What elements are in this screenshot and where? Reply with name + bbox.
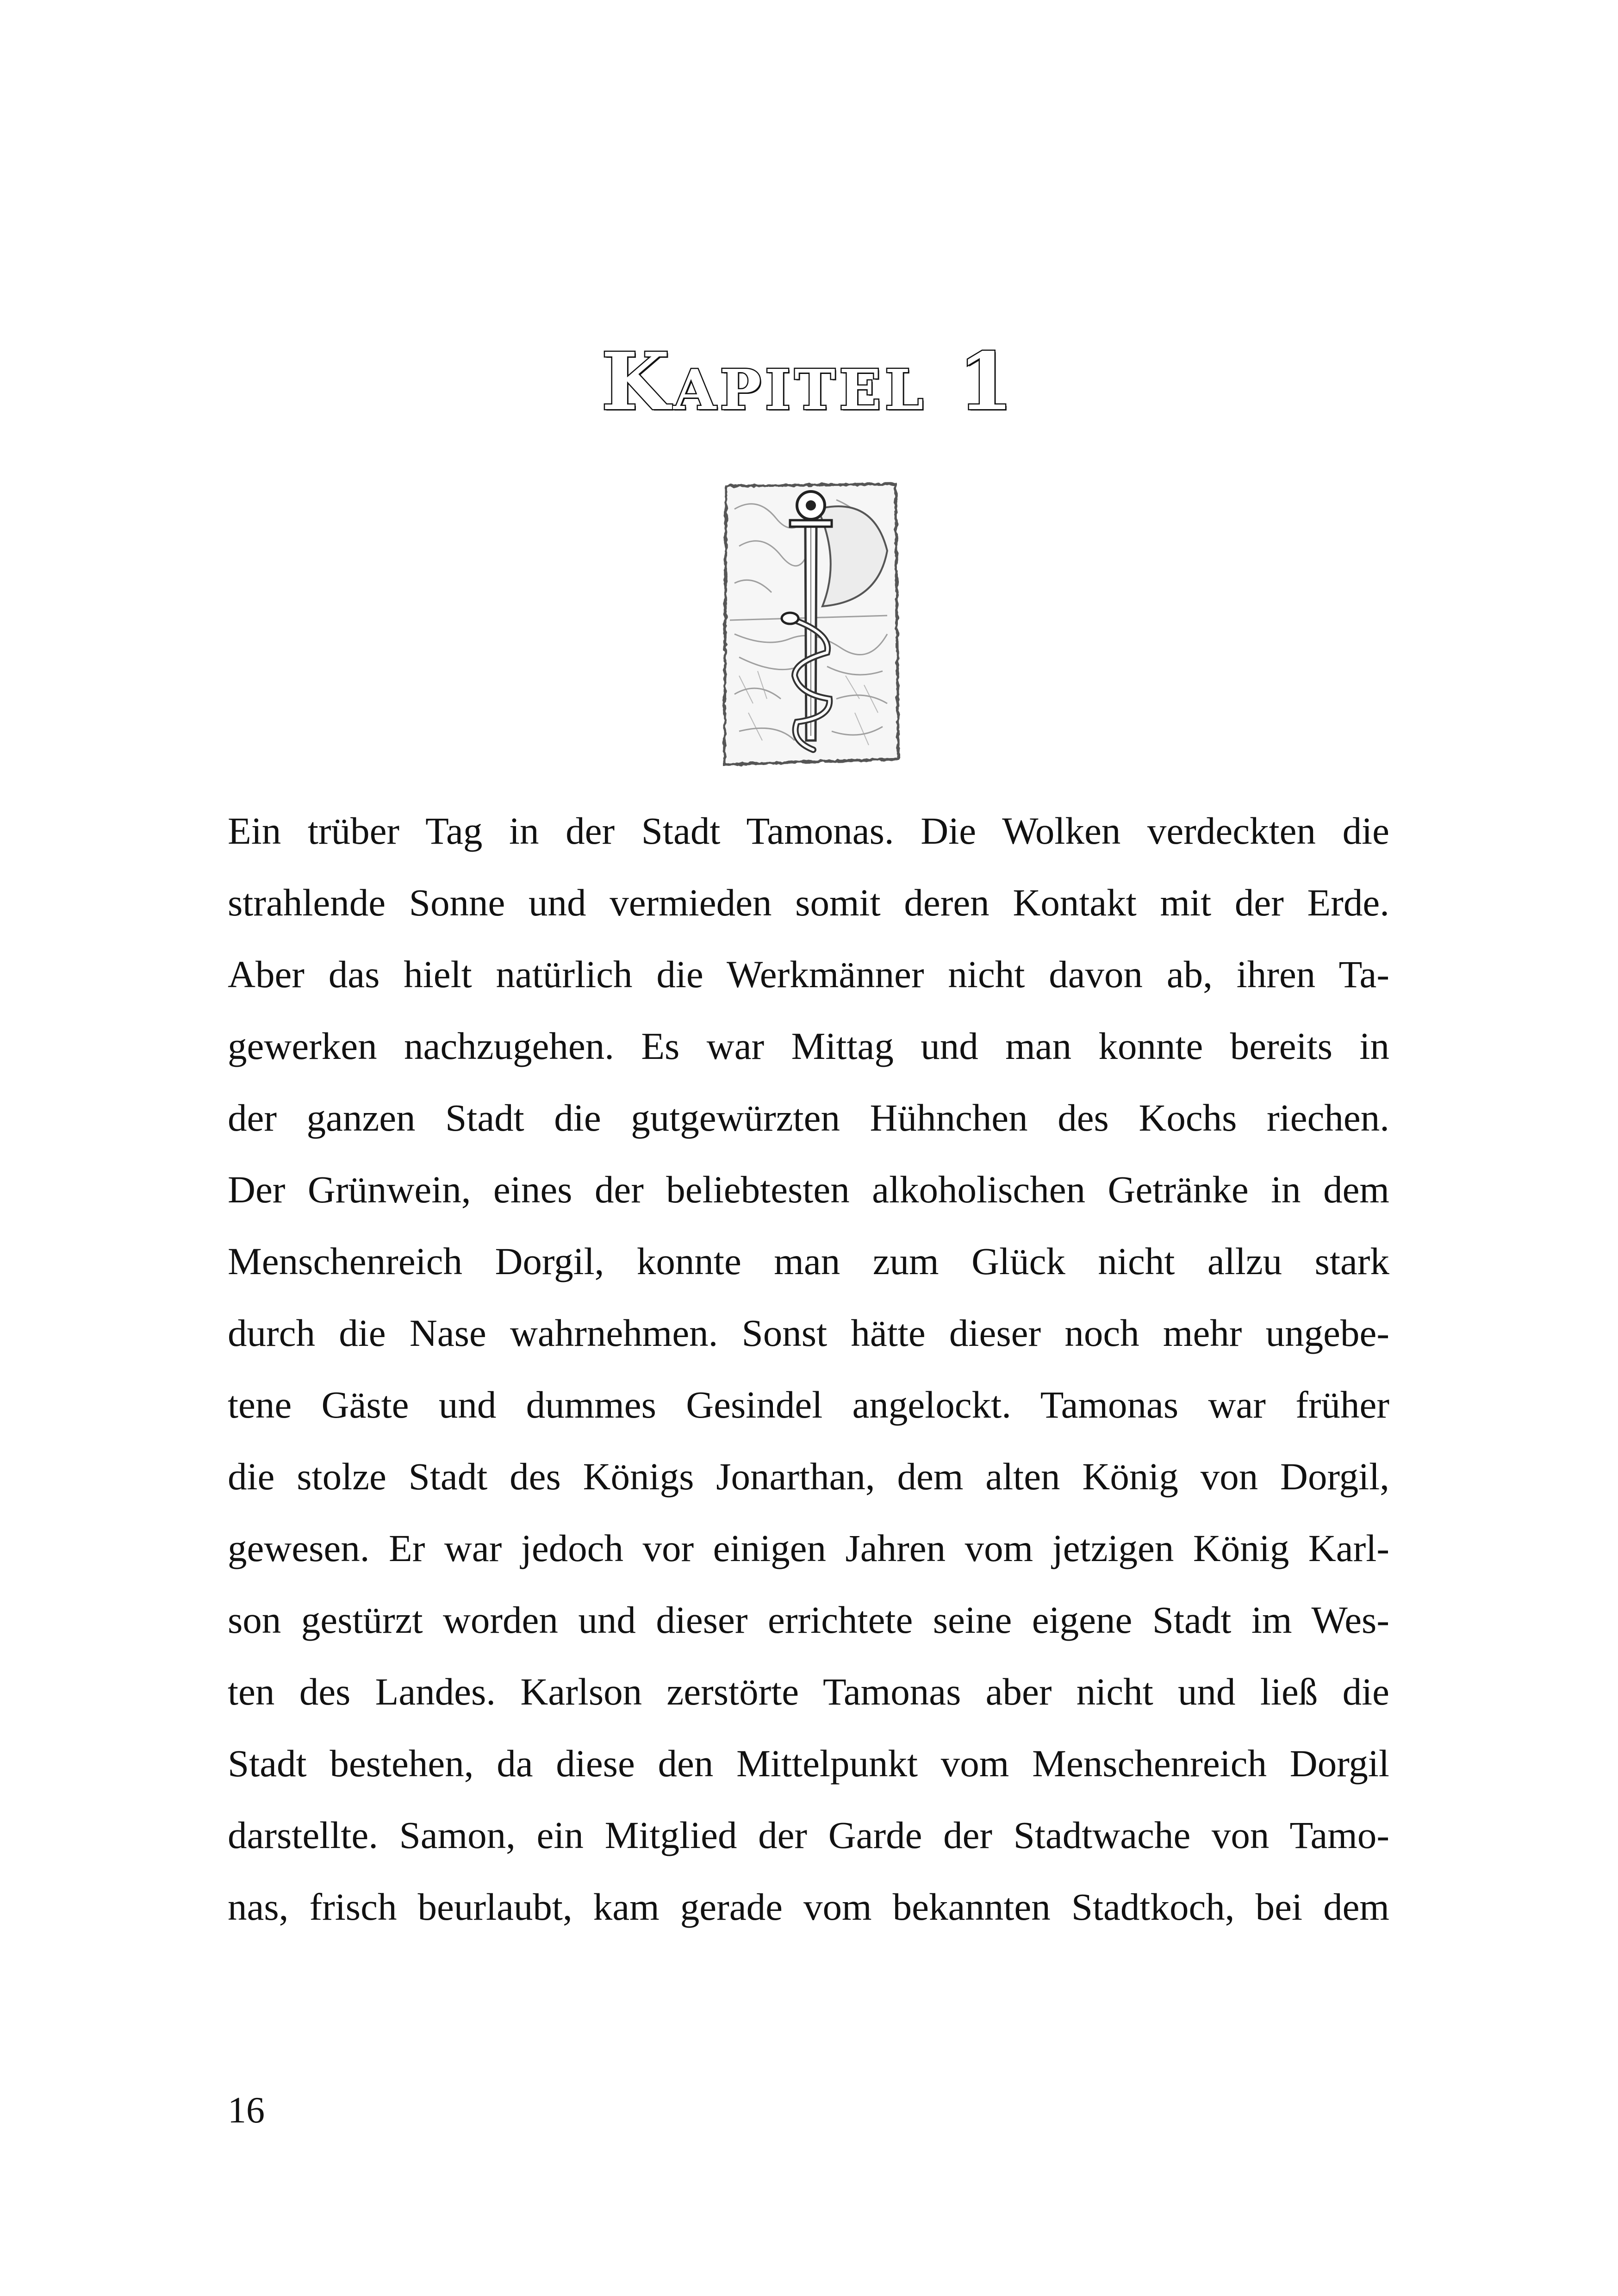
chapter-title: Kapitel 1 bbox=[601, 336, 1017, 428]
text-line: der ganzen Stadt die gutgewürzten Hühnchen des Kochs riechen. bbox=[228, 1096, 1389, 1139]
chapter-body-text bbox=[228, 795, 1389, 1943]
text-line: ten des Landes. Karlson zerstörte Tamonas aber nicht und ließ die bbox=[228, 1670, 1389, 1713]
text-line: Aber das hielt natürlich die Werkmänner nicht davon ab, ihren Ta- bbox=[228, 953, 1389, 996]
text-line: Ein trüber Tag in der Stadt Tamonas. Die Wolken verdeckten die bbox=[228, 809, 1389, 852]
sword-serpent-emblem-icon bbox=[721, 481, 901, 768]
page-number: 16 bbox=[228, 2090, 265, 2131]
text-line: Der Grünwein, eines der beliebtesten alkoholischen Getränke in dem bbox=[228, 1168, 1389, 1211]
text-line: son gestürzt worden und dieser errichtete seine eigene Stadt im Wes- bbox=[228, 1599, 1389, 1641]
text-line: tene Gäste und dummes Gesindel angelockt. Tamonas war früher bbox=[228, 1383, 1389, 1426]
text-line: nas, frisch beurlaubt, kam gerade vom bekannten Stadtkoch, bei dem bbox=[228, 1885, 1389, 1928]
text-line: durch die Nase wahrnehmen. Sonst hätte dieser noch mehr ungebe- bbox=[228, 1312, 1389, 1354]
text-line: die stolze Stadt des Königs Jonarthan, dem alten König von Dorgil, bbox=[228, 1455, 1389, 1498]
text-line: gewesen. Er war jedoch vor einigen Jahren vom jetzigen König Karl- bbox=[228, 1527, 1389, 1569]
text-line: Menschenreich Dorgil, konnte man zum Glück nicht allzu stark bbox=[228, 1240, 1389, 1282]
text-line: strahlende Sonne und vermieden somit deren Kontakt mit der Erde. bbox=[228, 881, 1389, 924]
text-line: gewerken nachzugehen. Es war Mittag und man konnte bereits in bbox=[228, 1025, 1389, 1067]
text-line: darstellte. Samon, ein Mitglied der Garde der Stadtwache von Tamo- bbox=[228, 1814, 1389, 1856]
text-line: Stadt bestehen, da diese den Mittelpunkt vom Menschenreich Dorgil bbox=[228, 1742, 1389, 1785]
